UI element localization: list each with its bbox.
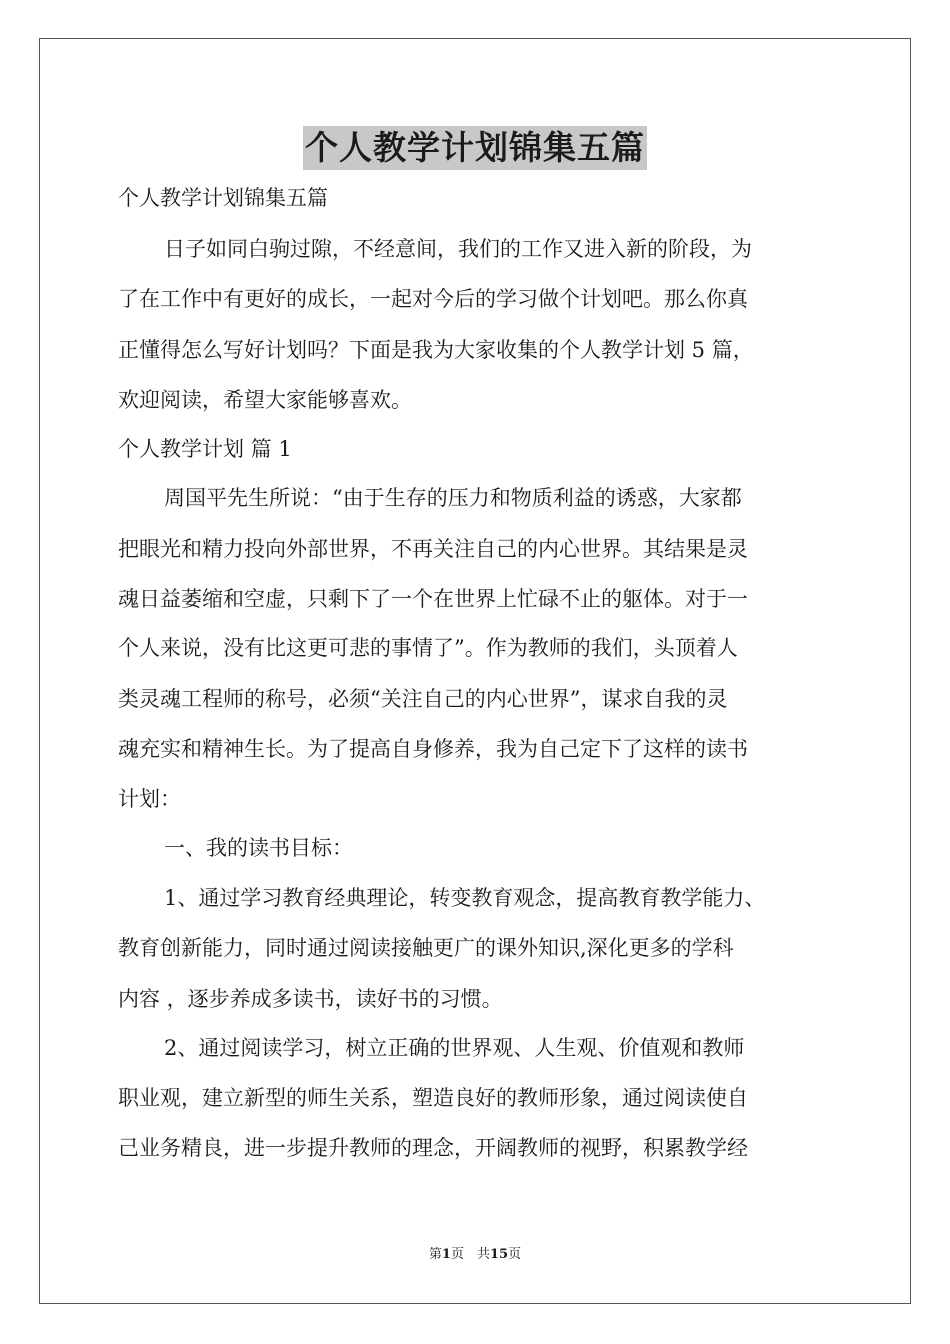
paragraph-line: 正懂得怎么写好计划吗？下面是我为大家收集的个人教学计划 5 篇，	[118, 338, 754, 362]
title-area	[0, 126, 950, 170]
footer-page-number: 1	[441, 1247, 451, 1262]
paragraph-line: 计划：	[118, 787, 181, 811]
paragraph-line: 了在工作中有更好的成长，一起对今后的学习做个计划吧。那么你真	[118, 287, 748, 311]
paragraph-line: 把眼光和精力投向外部世界，不再关注自己的内心世界。其结果是灵	[118, 537, 748, 561]
subheading-line: 一、我的读书目标：	[164, 836, 353, 860]
paragraph-line: 欢迎阅读，希望大家能够喜欢。	[118, 388, 412, 412]
footer-page-total: 15	[489, 1247, 509, 1262]
page-footer	[0, 1246, 950, 1264]
footer-suffix: 页	[508, 1247, 522, 1262]
paragraph-line: 日子如同白驹过隙，不经意间，我们的工作又进入新的阶段，为	[164, 237, 752, 261]
paragraph-line: 内容 ，逐步养成多读书，读好书的习惯。	[118, 987, 503, 1011]
paragraph-line: 个人来说，没有比这更可悲的事情了”。作为教师的我们，头顶着人	[118, 636, 738, 660]
paragraph-line: 类灵魂工程师的称号，必须“关注自己的内心世界”，谋求自我的灵	[118, 687, 728, 711]
section-heading: 个人教学计划 篇 1	[118, 437, 292, 461]
paragraph-line: 2、通过阅读学习，树立正确的世界观、人生观、价值观和教师	[164, 1036, 745, 1060]
paragraph-line: 职业观，建立新型的师生关系，塑造良好的教师形象，通过阅读使自	[118, 1086, 748, 1110]
subtitle-line: 个人教学计划锦集五篇	[118, 186, 328, 210]
paragraph-line: 周国平先生所说：“由于生存的压力和物质利益的诱惑，大家都	[164, 486, 742, 510]
paragraph-line: 教育创新能力，同时通过阅读接触更广的课外知识,深化更多的学科	[118, 936, 734, 960]
document-title: 个人教学计划锦集五篇	[303, 126, 647, 170]
paragraph-line: 魂充实和精神生长。为了提高自身修养，我为自己定下了这样的读书	[118, 737, 748, 761]
footer-prefix: 第	[428, 1247, 442, 1262]
paragraph-line: 己业务精良，进一步提升教师的理念，开阔教师的视野，积累教学经	[118, 1136, 748, 1160]
footer-mid: 页 共	[450, 1247, 490, 1262]
paragraph-line: 魂日益萎缩和空虚，只剩下了一个在世界上忙碌不止的躯体。对于一	[118, 587, 748, 611]
paragraph-line: 1、通过学习教育经典理论，转变教育观念，提高教育教学能力、	[164, 886, 766, 910]
page-border	[39, 38, 911, 1304]
